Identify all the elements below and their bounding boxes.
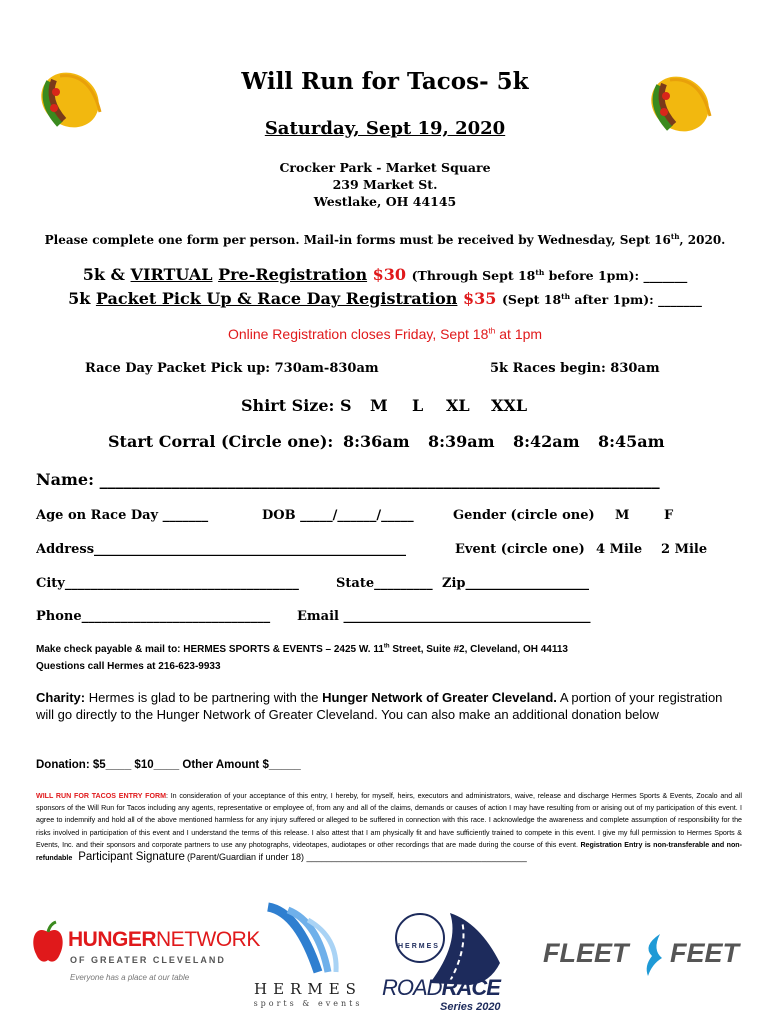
- charity-paragraph: [36, 689, 736, 723]
- corral-time-2[interactable]: 8:39am: [428, 432, 495, 451]
- charity-label: Charity:: [36, 690, 86, 705]
- reg2-e: after 1pm): _______: [570, 292, 702, 307]
- fleet-word: FLEET: [543, 938, 629, 968]
- pre-registration-line: [0, 265, 770, 284]
- apple-icon: [30, 920, 66, 966]
- corral-time-3[interactable]: 8:42am: [513, 432, 580, 451]
- corral-time-1[interactable]: 8:36am: [343, 432, 410, 451]
- event-label: Event (circle one): [455, 542, 585, 557]
- road-word: ROAD: [382, 975, 442, 1000]
- reg1-a: 5k &: [82, 265, 131, 284]
- waiver-body: : In consideration of your acceptance of this entry, I hereby, for myself, heirs, executors and administrators, waive, release and discharge Hermes Sports & Events, Zocalo and all sponsors of the Will Run for Tacos including any agents, representative or employee of, from any and all of the claims, demands or causes of action I may have resulting from or arising out of my participation of this event. I agree to indemnify and hold all of the above mentioned harmless for any injury suffered or alleged to be suffered in connection with this race. I acknowledge the awareness and complete assumption of responsibility for the risks involved in participation of this event and I understand the terms of this release. I also attest that I am physically fit and have sufficiently trained to compete in this event. I give my full permission to Hermes Sports & Events, Inc. and their sponsors and corporate partners to use any photographs, videotapes, audiotapes or other recordings that are made during the course of this event.: [36, 792, 742, 849]
- waiver-text: [36, 790, 742, 864]
- mail-sup: th: [383, 643, 390, 650]
- online-post: at 1pm: [495, 326, 543, 342]
- race-word: RACE: [441, 975, 500, 1000]
- venue: Crocker Park - Market Square: [279, 160, 491, 175]
- hunger-network-logo: [30, 920, 260, 990]
- name-field[interactable]: Name: ______________________________________________________________________: [36, 470, 660, 489]
- signature-field[interactable]: (Parent/Guardian if under 18) ____________________________________________: [186, 852, 527, 863]
- hunger-word: HUNGER: [68, 928, 157, 951]
- gender-label: Gender (circle one): [453, 508, 595, 523]
- hermes-word: HERMES: [254, 980, 362, 998]
- start-corral-label: Start Corral (Circle one):: [108, 432, 334, 451]
- reg2-packet: Packet Pick Up & Race Day Registration: [95, 289, 458, 308]
- instruction-note: [0, 233, 770, 247]
- hunger-tag: Everyone has a place at our table: [70, 973, 190, 982]
- reg2-sup: th: [561, 291, 571, 301]
- charity-text2: A portion of your registration will go directly to the Hunger Network of Greater Cleveland. You can also make an additional donation below: [36, 690, 723, 722]
- shirt-size-l[interactable]: L: [412, 396, 424, 415]
- race-start-time: 5k Races begin: 830am: [490, 361, 660, 376]
- online-registration-note: [0, 326, 770, 342]
- hermes-sub: sports & events: [253, 999, 363, 1008]
- reg1-deadline: [412, 268, 688, 283]
- event-2-mile[interactable]: 2 Mile: [661, 542, 708, 557]
- gender-f[interactable]: F: [664, 508, 674, 523]
- address-field[interactable]: Address________________________________________________: [36, 542, 407, 557]
- venue-street: 239 Market St.: [332, 177, 438, 192]
- hermes-wing-icon: [258, 902, 358, 977]
- fleet-feet-logo: [543, 932, 758, 982]
- donation-field[interactable]: Donation: $5____ $10____ Other Amount $_____: [36, 759, 301, 771]
- waiver-heading: WILL RUN FOR TACOS ENTRY FORM: [36, 792, 166, 800]
- shirt-size-label: Shirt Size:: [241, 396, 335, 415]
- venue-city: Westlake, OH 44145: [313, 194, 457, 209]
- page-title: Will Run for Tacos- 5k: [241, 68, 529, 95]
- reg1-virtual: VIRTUAL: [130, 265, 213, 284]
- reg1-pre-registration: Pre-Registration: [218, 265, 368, 284]
- state-field[interactable]: State_________: [336, 576, 433, 591]
- shirt-size-xl[interactable]: XL: [446, 396, 470, 415]
- phone-field[interactable]: Phone_____________________________: [36, 609, 271, 624]
- road-race-logo: [380, 903, 515, 1018]
- hermes-logo: [248, 902, 368, 1012]
- age-field[interactable]: Age on Race Day _______: [36, 508, 209, 523]
- shirt-size-m[interactable]: M: [370, 396, 388, 415]
- race-day-registration-line: [0, 289, 770, 308]
- questions-line: Questions call Hermes at 216-623-9933: [36, 661, 221, 672]
- signature-label: Participant Signature: [78, 851, 185, 864]
- reg1-sup: th: [535, 267, 545, 277]
- mail-post: Street, Suite #2, Cleveland, OH 44113: [389, 644, 568, 655]
- online-pre: Online Registration closes Friday, Sept 18: [227, 326, 489, 342]
- charity-text1: Hermes is glad to be partnering with the: [85, 690, 323, 705]
- reg1-e: before 1pm): _______: [544, 268, 688, 283]
- reg1-d: (Through Sept 18: [411, 268, 536, 283]
- hunger-sub: OF GREATER CLEVELAND: [70, 955, 226, 965]
- shirt-size-xxl[interactable]: XXL: [491, 396, 528, 415]
- corral-time-4[interactable]: 8:45am: [598, 432, 665, 451]
- zip-field[interactable]: Zip___________________: [442, 576, 590, 591]
- note-post: , 2020.: [679, 233, 726, 247]
- event-4-mile[interactable]: 4 Mile: [596, 542, 643, 557]
- mail-pre: Make check payable & mail to: HERMES SPORTS & EVENTS – 2425 W. 11: [36, 644, 384, 655]
- network-word: NETWORK: [156, 928, 260, 951]
- reg2-deadline: [502, 292, 702, 307]
- charity-org: Hunger Network of Greater Cleveland.: [322, 690, 557, 705]
- mail-instructions: [36, 641, 568, 675]
- note-sup: th: [670, 232, 680, 241]
- series-word: Series 2020: [440, 1001, 501, 1013]
- event-date: Saturday, Sept 19, 2020: [264, 118, 506, 139]
- mail-line: [36, 641, 568, 658]
- gender-m[interactable]: M: [615, 508, 630, 523]
- reg2-d: (Sept 18: [502, 292, 562, 307]
- email-field[interactable]: Email ______________________________________: [297, 609, 591, 624]
- road-hermes-word: HERMES: [398, 943, 440, 950]
- shirt-size-s[interactable]: S: [340, 396, 352, 415]
- online-sup: th: [488, 325, 496, 336]
- packet-pickup-time: Race Day Packet Pick up: 730am-830am: [85, 361, 379, 376]
- waiver-bold: Registration Entry is non-transferable and non-refundable: [36, 840, 742, 863]
- note-text: Please complete one form per person. Mail-in forms must be received by Wednesday, Sept 16: [44, 233, 671, 247]
- reg2-price: $35: [463, 289, 497, 308]
- reg2-a: 5k: [68, 289, 96, 308]
- dob-field[interactable]: DOB _____/______/_____: [262, 508, 414, 523]
- reg1-price: $30: [372, 265, 407, 284]
- city-field[interactable]: City____________________________________: [36, 576, 299, 591]
- flame-icon: [640, 932, 668, 978]
- feet-word: FEET: [670, 938, 740, 968]
